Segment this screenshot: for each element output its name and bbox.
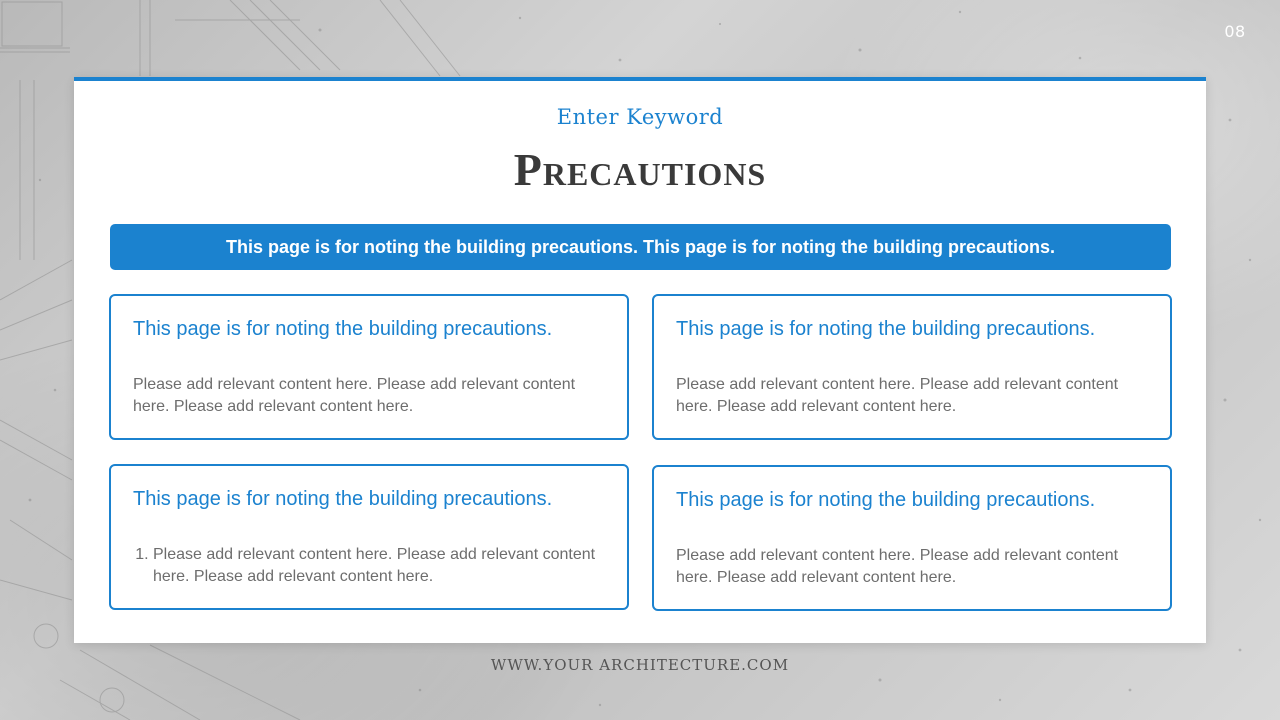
precaution-box-2 [652, 294, 1172, 440]
footer-url: WWW.YOUR ARCHITECTURE.COM [490, 656, 790, 674]
page-number: 08 [1224, 22, 1246, 41]
precaution-box-3 [109, 464, 629, 610]
precaution-box-1 [109, 294, 629, 440]
precaution-heading: This page is for noting the building precautions. [133, 318, 553, 340]
precaution-body: Please add relevant content here. Please add relevant content here. Please add relevant content here. [676, 376, 1119, 415]
precaution-list [153, 544, 605, 588]
precaution-box-4 [652, 465, 1172, 611]
content-card [74, 77, 1206, 643]
precaution-heading: This page is for noting the building precautions. [676, 489, 1096, 511]
precaution-body: Please add relevant content here. Please add relevant content here. Please add relevant content here. [676, 547, 1119, 586]
summary-banner: This page is for noting the building precautions. This page is for noting the building precautions. [110, 224, 1171, 270]
precaution-body: Please add relevant content here. Please add relevant content here. Please add relevant content here. [133, 376, 576, 415]
precaution-heading: This page is for noting the building precautions. [676, 318, 1096, 340]
precaution-heading: This page is for noting the building precautions. [133, 488, 553, 510]
list-item: 1. Please add relevant content here. Please add relevant content here. Please add relevant content here. [153, 544, 605, 588]
page-title: Precautions [513, 144, 767, 195]
keyword-subtitle: Enter Keyword [556, 105, 724, 129]
